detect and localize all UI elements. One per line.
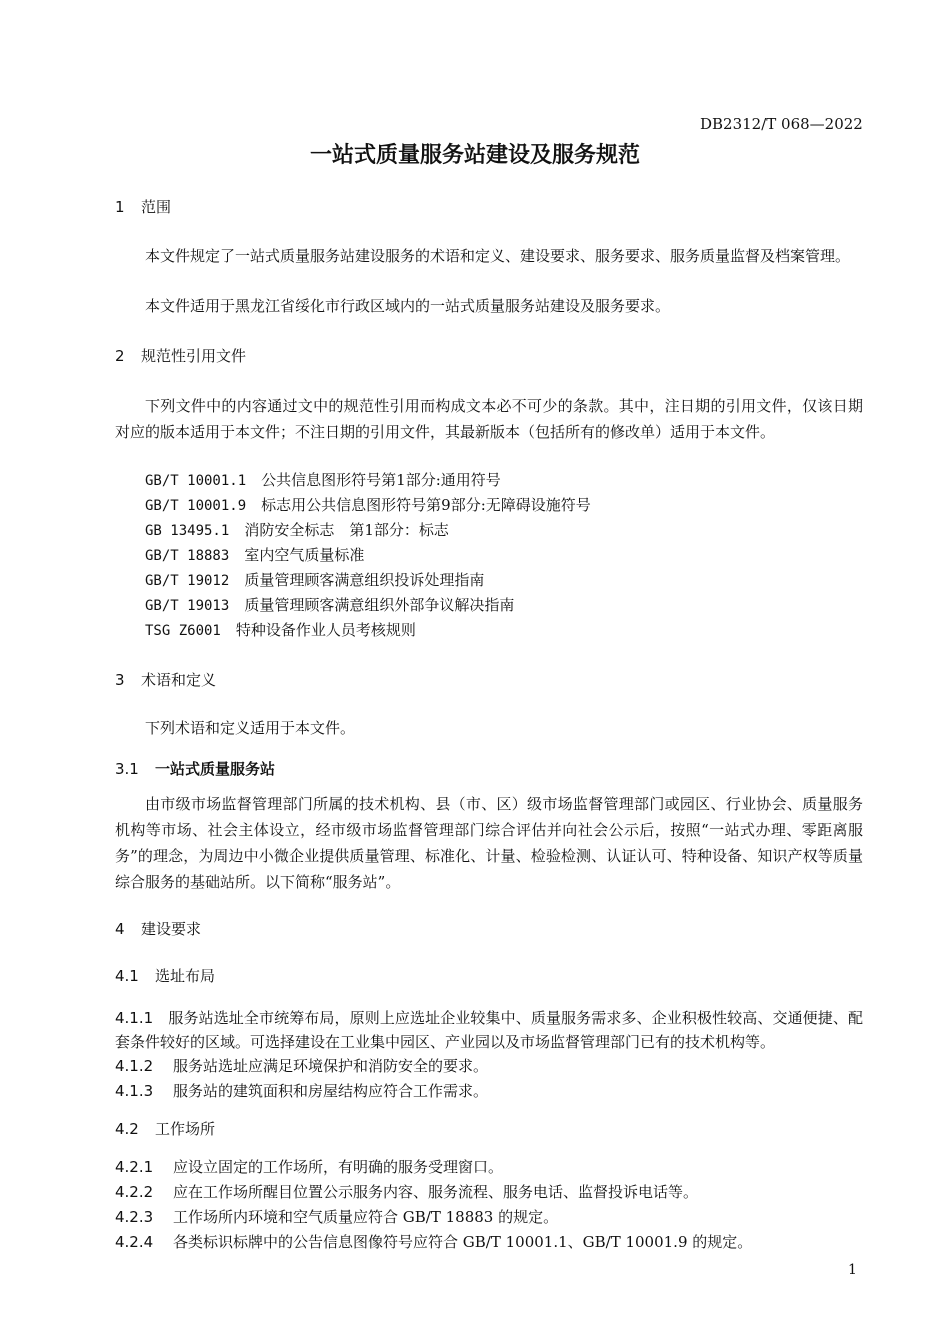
clause: [115, 1055, 488, 1076]
reference-title: 质量管理顾客满意组织投诉处理指南: [244, 571, 485, 589]
reference-title: 特种设备作业人员考核规则: [235, 621, 416, 639]
clause: [115, 1006, 863, 1054]
subsection-heading: [115, 1118, 215, 1139]
reference-item: [145, 594, 514, 615]
clause-number: 4.1.2: [115, 1057, 154, 1075]
term-number: 3.1: [115, 760, 139, 778]
section-title: 术语和定义: [141, 671, 217, 689]
clause: [115, 1181, 698, 1202]
clause: [115, 1206, 558, 1227]
clause-number: 4.2.1: [115, 1158, 154, 1176]
section-heading-3: [115, 669, 216, 690]
clause-text: 服务站的建筑面积和房屋结构应符合工作需求。: [173, 1082, 489, 1100]
paragraph: 下列文件中的内容通过文中的规范性引用而构成文本必不可少的条款。其中，注日期的引用文件，仅该日期对应的版本适用于本文件；不注日期的引用文件，其最新版本（包括所有的修改单）适用于本文件。: [115, 397, 863, 441]
reference-code: GB/T 18883: [145, 548, 230, 564]
subsection-title: 工作场所: [155, 1120, 216, 1138]
clause: [115, 1080, 488, 1101]
clause-number: 4.2.2: [115, 1183, 154, 1201]
section-number: 1: [115, 198, 125, 216]
reference-code: GB/T 19012: [145, 573, 230, 589]
reference-code: GB/T 10001.1: [145, 473, 247, 489]
section-heading-1: [115, 196, 171, 217]
reference-item: [145, 494, 591, 515]
section-heading-4: [115, 918, 201, 939]
reference-item: [145, 469, 501, 490]
section-heading-2: [115, 345, 246, 366]
term-definition: 由市级市场监督管理部门所属的技术机构、县（市、区）级市场监督管理部门或园区、行业协会、质量服务机构等市场、社会主体设立，经市级市场监督管理部门综合评估并向社会公示后，按照“一站式办理、零距离服务”的理念，为周边中小微企业提供质量管理、标准化、计量、检验检测、认证认可、特种设备、知识产权等质量综合服务的基础站所。以下简称“服务站”。: [115, 795, 863, 891]
clause: [115, 1156, 503, 1177]
subsection-title: 选址布局: [155, 967, 216, 985]
reference-item: [145, 519, 449, 540]
page-number: 1: [848, 1262, 857, 1278]
standard-number: DB2312/T 068—2022: [700, 115, 863, 133]
clause: [115, 1231, 752, 1252]
section-title: 建设要求: [141, 920, 202, 938]
reference-item: [145, 569, 484, 590]
reference-title: 质量管理顾客满意组织外部争议解决指南: [244, 596, 515, 614]
clause-text: 应在工作场所醒目位置公示服务内容、服务流程、服务电话、监督投诉电话等。: [173, 1183, 699, 1201]
clause-text: 工作场所内环境和空气质量应符合 GB/T 18883 的规定。: [173, 1208, 559, 1226]
section-title: 规范性引用文件: [141, 347, 247, 365]
clause-text: 各类标识标牌中的公告信息图像符号应符合 GB/T 10001.1、GB/T 10001.9 的规定。: [173, 1233, 753, 1251]
clause-number: 4.1.3: [115, 1082, 154, 1100]
reference-code: GB 13495.1: [145, 523, 230, 539]
term-title: 一站式质量服务站: [155, 760, 276, 778]
clause-number: 4.2.4: [115, 1233, 154, 1251]
clause-text: 服务站选址应满足环境保护和消防安全的要求。: [173, 1057, 489, 1075]
reference-item: [145, 544, 364, 565]
reference-code: GB/T 10001.9: [145, 498, 247, 514]
reference-title: 标志用公共信息图形符号第9部分:无障碍设施符号: [261, 496, 591, 514]
reference-code: TSG Z6001: [145, 623, 221, 639]
subsection-heading: [115, 965, 215, 986]
reference-title: 公共信息图形符号第1部分:通用符号: [261, 471, 501, 489]
section-number: 4: [115, 920, 125, 938]
paragraph: 本文件规定了一站式质量服务站建设服务的术语和定义、建设要求、服务要求、服务质量监督及档案管理。: [145, 247, 851, 265]
clause-text: 服务站选址全市统筹布局，原则上应选址企业较集中、质量服务需求多、企业积极性较高、交通便捷、配套条件较好的区域。可选择建设在工业集中园区、产业园以及市场监督管理部门已有的技术机构等。: [115, 1009, 863, 1051]
reference-title: 室内空气质量标准: [244, 546, 365, 564]
section-number: 2: [115, 347, 125, 365]
section-title: 范围: [141, 198, 172, 216]
paragraph: 下列术语和定义适用于本文件。: [145, 719, 356, 737]
document-title: 一站式质量服务站建设及服务规范: [309, 143, 640, 168]
paragraph: 本文件适用于黑龙江省绥化市行政区域内的一站式质量服务站建设及服务要求。: [145, 297, 671, 315]
subsection-number: 4.1: [115, 967, 139, 985]
subsection-number: 4.2: [115, 1120, 139, 1138]
term-heading: [115, 758, 275, 779]
reference-title: 消防安全标志 第1部分：标志: [244, 521, 449, 539]
clause-text: 应设立固定的工作场所，有明确的服务受理窗口。: [173, 1158, 504, 1176]
section-number: 3: [115, 671, 125, 689]
clause-number: 4.2.3: [115, 1208, 154, 1226]
clause-number: 4.1.1: [115, 1009, 154, 1027]
reference-item: [145, 619, 416, 640]
reference-code: GB/T 19013: [145, 598, 230, 614]
